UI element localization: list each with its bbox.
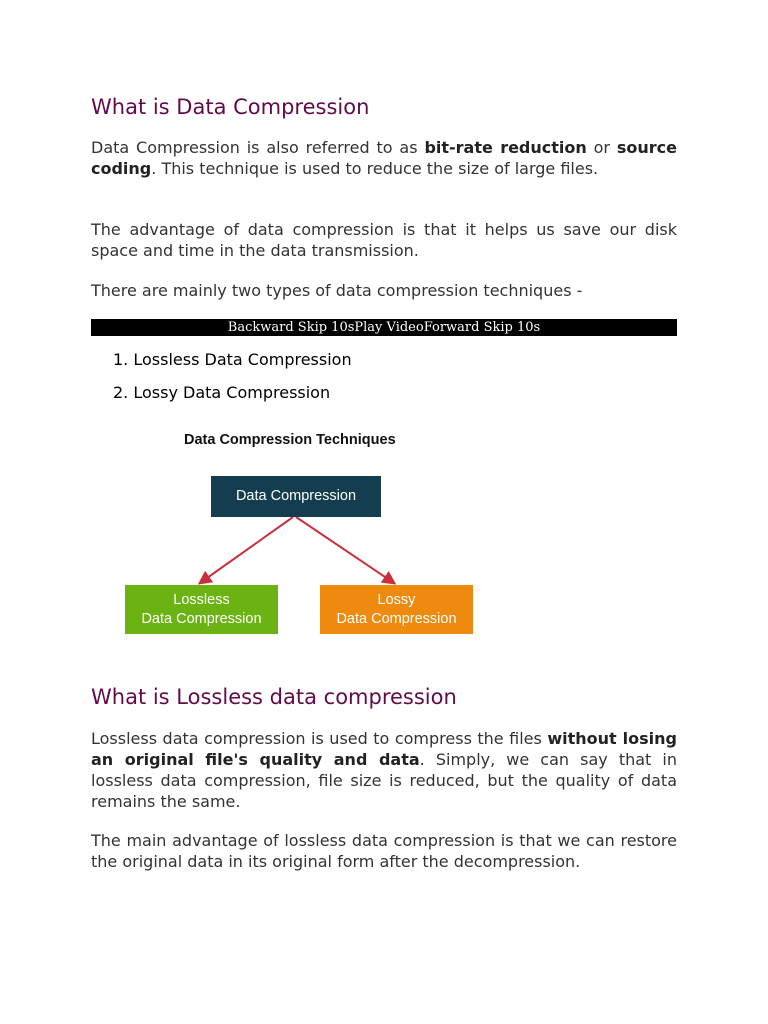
paragraph-types-intro: There are mainly two types of data compression techniques - xyxy=(91,281,583,300)
heading-lossless-compression: What is Lossless data compression xyxy=(91,685,457,709)
paragraph-lossless-advantage: The main advantage of lossless data compression is that we can restore the original data in its original form after the decompression. xyxy=(91,831,677,871)
paragraph-advantage: The advantage of data compression is that it helps us save our disk space and time in the data transmission. xyxy=(91,220,677,260)
node-lossy-line2: Data Compression xyxy=(336,610,457,627)
compression-techniques-diagram xyxy=(121,430,521,640)
node-lossless-line1: Lossless xyxy=(173,591,230,608)
list-item-lossless: 1. Lossless Data Compression xyxy=(113,350,352,369)
definition-text-1: Data Compression is also referred to as xyxy=(91,138,425,157)
diagram-title: Data Compression Techniques xyxy=(184,432,396,448)
node-data-compression xyxy=(211,476,381,517)
node-lossy xyxy=(320,585,473,634)
node-lossless xyxy=(125,585,278,634)
term-source-coding: source coding xyxy=(91,138,677,178)
lossless-text-1: Lossless data compression is used to compress the files xyxy=(91,729,548,748)
node-lossless-line2: Data Compression xyxy=(141,610,262,627)
paragraph-definition xyxy=(91,137,677,179)
heading-what-is-data-compression: What is Data Compression xyxy=(91,95,370,119)
lossless-text-2: . Simply, we can say that in lossless data compression, file size is reduced, but the quality of data remains the same. xyxy=(91,750,677,811)
arrow-to-lossless xyxy=(200,517,293,583)
arrow-to-lossy xyxy=(296,517,394,583)
paragraph-lossless-definition xyxy=(91,728,677,812)
term-bit-rate-reduction: bit-rate reduction xyxy=(424,138,587,157)
list-item-lossy: 2. Lossy Data Compression xyxy=(113,383,331,402)
term-without-losing-quality: without losing an original file's quality and data xyxy=(91,729,678,769)
definition-text-3: . This technique is used to reduce the size of large files. xyxy=(151,159,599,178)
compression-types-list xyxy=(91,348,352,414)
definition-text-2: or xyxy=(586,138,617,157)
node-lossy-line1: Lossy xyxy=(377,591,416,608)
video-player-controls[interactable]: Backward Skip 10sPlay VideoForward Skip 10s xyxy=(91,319,677,336)
node-root-label: Data Compression xyxy=(235,488,357,504)
